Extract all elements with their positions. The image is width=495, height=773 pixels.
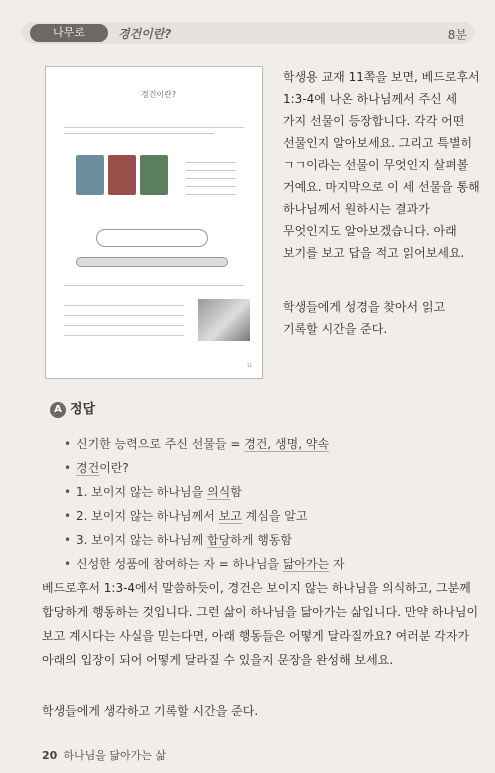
- answer-fill: 보고: [218, 509, 242, 523]
- thumbnail-line: [64, 133, 214, 134]
- answer-text: 신기한 능력으로 주신 선물들 =: [76, 437, 245, 451]
- bullet-icon: •: [64, 533, 72, 547]
- textbook-page-thumbnail: [45, 66, 263, 379]
- book-title: 하나님을 닮아가는 삶: [63, 749, 166, 762]
- answer-text: 신성한 성품에 참여하는 자 = 하나님을: [76, 557, 283, 571]
- section-label: 나무로: [30, 24, 108, 42]
- gift-card: [108, 155, 136, 195]
- answer-text: 2. 보이지 않는 하나님께서: [76, 509, 219, 523]
- answer-fill: 경건, 생명, 약속: [244, 437, 330, 451]
- thumbnail-line: [186, 170, 236, 171]
- thumbnail-pill: [96, 229, 208, 247]
- answer-heading: [50, 398, 95, 418]
- instructions-note: 학생들에게 성경을 찾아서 읽고 기록할 시간을 준다.: [283, 300, 446, 336]
- answer-item: [64, 456, 484, 480]
- answer-fill: 합당: [207, 533, 231, 547]
- time-label: 8분: [447, 28, 467, 42]
- thumbnail-page-number: 11: [246, 363, 252, 368]
- thumbnail-line: [64, 285, 244, 286]
- thumbnail-line: [186, 186, 236, 187]
- page-footer: [42, 747, 166, 763]
- answer-item: [64, 432, 484, 456]
- bullet-icon: •: [64, 557, 72, 571]
- thumbnail-line: [64, 315, 184, 316]
- body-paragraph: 베드로후서 1:3-4에서 말씀하듯이, 경건은 보이지 않는 하나님을 의식하고, 그분께 합당하게 행동하는 것입니다. 그런 삶이 하나님을 닮아가는 삶입니다. 만약 하나님이 보고 계시다는 사실을 믿는다면, 아래 행동들은 어떻게 달라질까요? 여러분 각자가 아래의 입장이 되어 어떻게 달라질 수 있을지 문장을 완성해 보세요.: [42, 581, 479, 667]
- answer-text: 계심을 알고: [241, 509, 308, 523]
- answer-item: [64, 480, 484, 504]
- bullet-icon: •: [64, 461, 72, 475]
- gift-card: [140, 155, 168, 195]
- lesson-title: 경건이란?: [118, 27, 172, 41]
- thumbnail-line: [186, 178, 236, 179]
- thumbnail-line: [64, 335, 184, 336]
- thumbnail-line: [64, 305, 184, 306]
- thumbnail-line: [186, 162, 236, 163]
- thumbnail-title: 경건이란?: [141, 90, 177, 99]
- answer-text: 자: [329, 557, 345, 571]
- answer-fill: 의식: [207, 485, 231, 499]
- thumbnail-line: [64, 127, 244, 128]
- answer-text: 3. 보이지 않는 하나님께: [76, 533, 208, 547]
- answer-fill: 닮아가는: [282, 557, 330, 571]
- answer-fill: 경건: [76, 461, 100, 475]
- thumbnail-pill: [76, 257, 228, 267]
- thumbnail-line: [186, 194, 236, 195]
- answer-text: 1. 보이지 않는 하나님을: [76, 485, 208, 499]
- thumbnail-line: [64, 325, 184, 326]
- answer-a-icon: A: [50, 402, 66, 418]
- gift-card: [76, 155, 104, 195]
- bullet-icon: •: [64, 509, 72, 523]
- answer-list: [64, 432, 484, 576]
- answer-text: 이란?: [99, 461, 129, 475]
- answer-item: [64, 552, 484, 576]
- answer-item: [64, 504, 484, 528]
- instructions-text: 학생용 교재 11쪽을 보면, 베드로후서 1:3-4에 나온 하나님께서 주신 세 가지 선물이 등장합니다. 각각 어떤 선물인지 알아보세요. 그리고 특별히 ㄱㄱ이라는 선물이 무엇인지 살펴볼 거예요. 마지막으로 이 세 선물을 통해 하나님께서 원하시는 결과가 무엇인지도 알아보겠습니다. 아래 보기를 보고 답을 적고 읽어보세요.: [283, 70, 480, 260]
- bullet-icon: •: [64, 485, 72, 499]
- answer-heading-text: 정답: [70, 402, 96, 417]
- answer-text: 하게 행동함: [230, 533, 293, 547]
- bullet-icon: •: [64, 437, 72, 451]
- page-number: 20: [42, 749, 58, 762]
- closing-note: 학생들에게 생각하고 기록할 시간을 준다.: [42, 704, 259, 718]
- answer-text: 함: [230, 485, 242, 499]
- answer-item: [64, 528, 484, 552]
- thumbnail-photo: [198, 299, 250, 341]
